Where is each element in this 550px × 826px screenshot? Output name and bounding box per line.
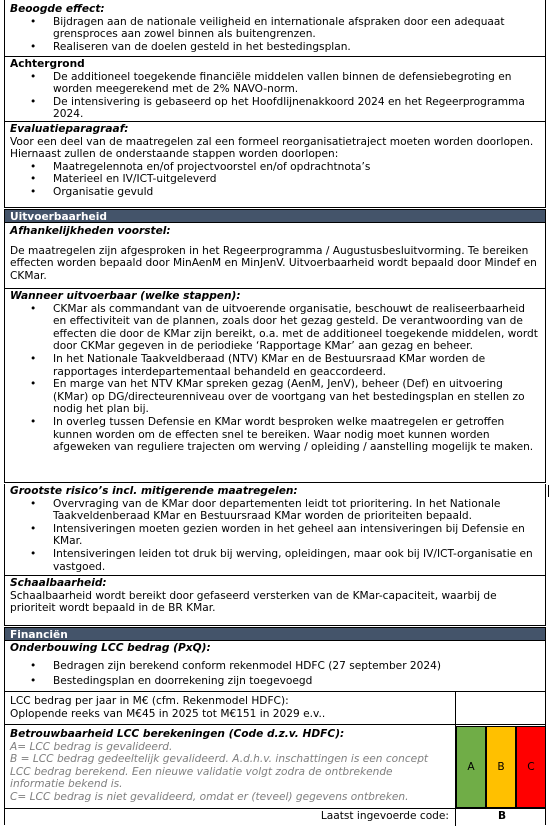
list-beoogde-effect	[10, 16, 541, 54]
list-item: • Materieel en IV/ICT-uitgeleverd	[53, 173, 541, 186]
section-schaalbaarheid	[4, 576, 546, 626]
list-item: • Intensiveringen moeten gezien worden in het geheel aan intensiveringen bij Defensie en KMar.	[53, 523, 541, 548]
heading-risicos: Grootste risico’s incl. mitigerende maatregelen:	[10, 485, 298, 497]
list-evaluatie	[10, 161, 541, 199]
lcc-per-jaar-value: Oplopende reeks van M€45 in 2025 tot M€151 in 2029 e.v..	[10, 707, 326, 720]
list-item: • In het Nationale Taakveldberaad (NTV) KMar en de Bestuursraad KMar worden de rapportages interdepartementaal behandeld en geaccordeerd.	[53, 353, 541, 378]
list-item: • En marge van het NTV KMar spreken gezag (AenM, JenV), beheer (Def) en uitvoering (KMar) op DG/directeurenniveau over de voortgang van het bestedingsplan en stellen zo nodig het plan bij.	[53, 378, 541, 416]
list-item: • Realiseren van de doelen gesteld in het bestedingsplan.	[53, 41, 541, 54]
heading-wanneer-uitvoerbaar: Wanneer uitvoerbaar (welke stappen):	[10, 290, 241, 302]
section-afhankelijkheden	[4, 223, 546, 289]
afhankelijkheden-text: De maatregelen zijn afgesproken in het Regeerprogramma / Augustusbesluitvorming. Te bereiken effecten worden bepaald door MinAenM en MinJenV. Uitvoerbaarheid wordt bepaald door Mindef en CKMar.	[10, 244, 537, 282]
heading-onderbouwing-lcc: Onderbouwing LCC bedrag (PxQ):	[10, 642, 211, 654]
code-option-b: B = LCC bedrag gedeeltelijk gevalideerd. A.d.h.v. inschattingen is een concept LCC bedrag berekend. Een nieuwe validatie volgt zodra de ontbrekende informatie bekend is.	[10, 753, 429, 791]
code-box-b-label: B	[497, 760, 505, 773]
section-risicos	[4, 484, 546, 576]
list-item: • De additioneel toegekende financiële middelen vallen binnen de defensiebegroting en worden meegerekend met de 2% NAVO-norm.	[53, 71, 541, 96]
band-financien: Financiën	[4, 627, 546, 641]
section-evaluatie	[4, 122, 546, 208]
laatst-ingevoerde-code-label: Laatst ingevoerde code:	[320, 810, 449, 822]
row-laatst-ingevoerde-code	[4, 809, 546, 825]
code-box-a	[456, 726, 486, 808]
list-achtergrond	[10, 71, 541, 121]
list-item: • CKMar als commandant van de uitvoerende organisatie, beschouwt de realiseerbaarheid en effectiviteit van de plannen, zoals door het gezag gesteld. De verantwoording van de effecten die door de KMar zijn bereikt, o.a. met de additioneel toegekende middelen, wordt door CKMar gegeven in de periodieke ‘Rapportage KMar’ aan gezag en beheer.	[53, 303, 541, 353]
evaluatie-text: Voor een deel van de maatregelen zal een formeel reorganisatietraject moeten worden doorlopen. Hiernaast zullen de onderstaande stappen worden doorlopen:	[10, 135, 534, 161]
list-wanneer-uitvoerbaar	[10, 303, 541, 454]
list-item: • Bijdragen aan de nationale veiligheid en internationale afspraken door een adequaat grensproces aan zowel binnen als buitengrenzen.	[53, 16, 541, 41]
heading-schaalbaarheid: Schaalbaarheid:	[10, 577, 107, 589]
schaalbaarheid-text: Schaalbaarheid wordt bereikt door gefaseerd versterken van de KMar-capaciteit, waarbij de prioriteit wordt bepaald in de BR KMar.	[10, 589, 497, 615]
section-beoogde-effect	[4, 0, 546, 57]
code-box-b	[486, 726, 516, 808]
section-onderbouwing-lcc	[4, 641, 546, 692]
heading-betrouwbaarheid-lcc: Betrouwbaarheid LCC berekeningen (Code d.z.v. HDFC):	[10, 728, 345, 740]
code-box-a-label: A	[467, 760, 475, 773]
heading-evaluatie: Evaluatieparagraaf:	[10, 123, 129, 135]
heading-beoogde-effect: Beoogde effect:	[10, 3, 105, 15]
list-item: • Overvraging van de KMar door departementen leidt tot prioritering. In het Nationale Taakveldenberaad KMar en Bestuursraad KMar worden de prioriteiten bepaald.	[53, 498, 541, 523]
lcc-per-jaar-label: LCC bedrag per jaar in M€ (cfm. Rekenmodel HDFC):	[10, 695, 289, 707]
heading-achtergrond: Achtergrond	[10, 58, 85, 70]
list-item: • Organisatie gevuld	[53, 186, 541, 199]
code-box-c-label: C	[527, 760, 535, 773]
code-box-c	[516, 726, 546, 808]
section-wanneer-uitvoerbaar	[4, 289, 546, 483]
list-item: • De intensivering is gebaseerd op het Hoofdlijnenakkoord 2024 en het Regeerprogramma 2024.	[53, 96, 541, 121]
list-onderbouwing-lcc	[10, 660, 541, 688]
list-item: • Intensiveringen leiden tot druk bij werving, opleidingen, maar ook bij IV/ICT-organisatie en vastgoed.	[53, 548, 541, 573]
list-item: • Bestedingsplan en doorrekening zijn toegevoegd	[53, 675, 541, 688]
list-item: • In overleg tussen Defensie en KMar wordt besproken welke maatregelen er getroffen kunnen worden om de effecten snel te bereiken. Waar nodig moet kunnen worden afgeweken van reguliere trajecten om werving / opleiding / aanstelling mogelijk te maken.	[53, 416, 541, 454]
band-uitvoerbaarheid: Uitvoerbaarheid	[4, 209, 546, 223]
list-risicos	[10, 498, 541, 574]
laatst-ingevoerde-code-value: B	[498, 810, 507, 822]
section-lcc-per-jaar	[4, 692, 546, 725]
code-option-a: A= LCC bedrag is gevalideerd.	[10, 740, 173, 753]
code-option-c: C= LCC bedrag is niet gevalideerd, omdat er (teveel) gegevens ontbreken.	[10, 790, 409, 803]
list-item: • Bedragen zijn berekend conform rekenmodel HDFC (27 september 2024)	[53, 660, 541, 673]
list-item: • Maatregelennota en/of projectvoorstel en/of opdrachtnota’s	[53, 161, 541, 174]
section-achtergrond	[4, 57, 546, 122]
page-edge-marker	[548, 485, 549, 497]
heading-afhankelijkheden: Afhankelijkheden voorstel:	[10, 225, 171, 237]
